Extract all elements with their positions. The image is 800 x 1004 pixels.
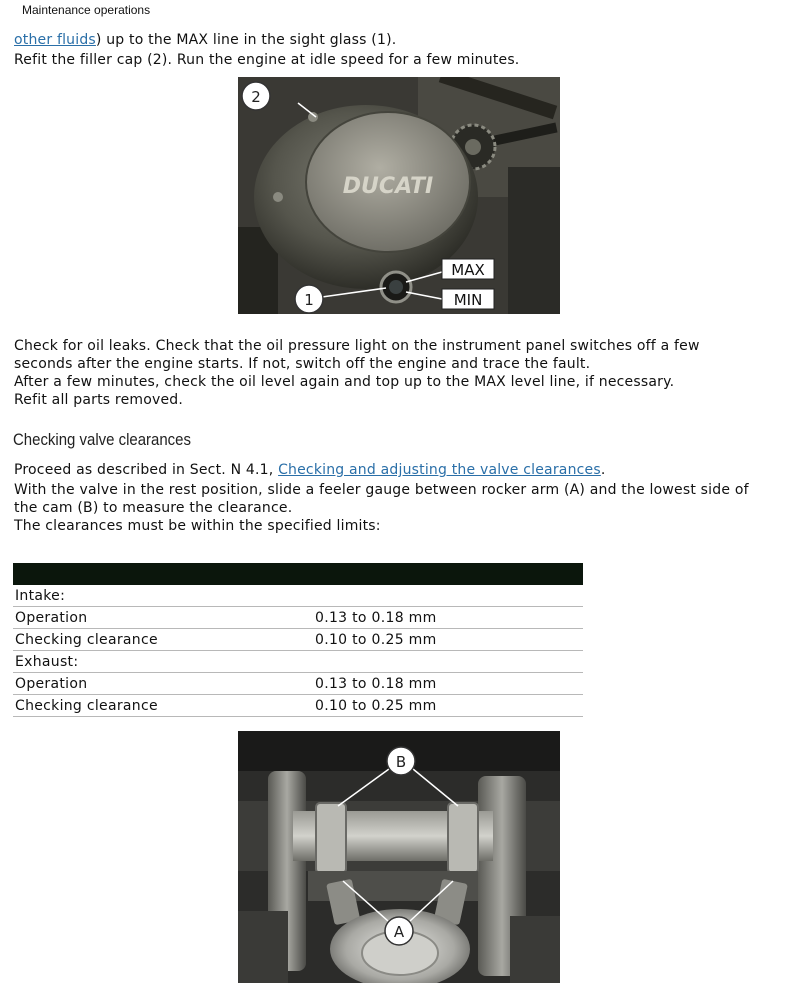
intro-line-1-text: ) up to the MAX line in the sight glass (1).	[95, 32, 397, 48]
row-value: 0.13 to 0.18 mm	[315, 607, 583, 629]
check-line-1: Check for oil leaks. Check that the oil pressure light on the instrument panel switches off a few	[14, 338, 700, 354]
section-title: Checking valve clearances	[13, 430, 191, 449]
row-value: 0.10 to 0.25 mm	[315, 629, 583, 651]
row-label: Operation	[13, 673, 315, 695]
engine-cover-illustration	[238, 77, 560, 314]
row-value: 0.13 to 0.18 mm	[315, 673, 583, 695]
row-label: Intake:	[13, 585, 315, 607]
table-row	[13, 673, 583, 695]
intro-line-1	[14, 31, 396, 49]
row-value: 0.10 to 0.25 mm	[315, 695, 583, 717]
svg-text:MIN: MIN	[453, 291, 483, 309]
row-label: Operation	[13, 607, 315, 629]
valve-line-1-pre: Proceed as described in Sect. N 4.1,	[14, 462, 279, 478]
camshaft-illustration	[238, 731, 560, 983]
svg-text:2: 2	[251, 88, 261, 106]
table-row	[13, 607, 583, 629]
svg-text:1: 1	[304, 291, 314, 309]
row-label: Checking clearance	[13, 629, 315, 651]
callout-2	[242, 82, 270, 110]
section-header: Maintenance operations	[22, 3, 151, 17]
camshaft-photo	[238, 731, 560, 983]
row-value	[315, 585, 583, 607]
row-value	[315, 651, 583, 673]
table-row	[13, 651, 583, 673]
valve-line-1	[14, 461, 606, 479]
callout-1	[295, 285, 323, 313]
valve-clearance-link[interactable]: Checking and adjusting the valve clearances	[278, 462, 601, 478]
ducati-logo: DUCATI	[342, 174, 434, 199]
min-label	[442, 289, 494, 309]
table-row	[13, 629, 583, 651]
row-label: Exhaust:	[13, 651, 315, 673]
valve-line-1-post: .	[600, 462, 606, 478]
table-row	[13, 695, 583, 717]
valve-line-3: the cam (B) to measure the clearance.	[14, 500, 293, 516]
max-label	[442, 259, 494, 279]
valve-line-4: The clearances must be within the specified limits:	[14, 518, 381, 534]
table-row	[13, 585, 583, 607]
table-header-row	[13, 563, 583, 585]
check-line-2: seconds after the engine starts. If not, switch off the engine and trace the fault.	[14, 356, 591, 372]
valve-clearance-table	[13, 563, 583, 717]
engine-cover-photo	[238, 77, 560, 314]
other-fluids-link[interactable]: other fluids	[14, 32, 96, 48]
svg-text:MAX: MAX	[451, 261, 485, 279]
intro-line-2: Refit the filler cap (2). Run the engine at idle speed for a few minutes.	[14, 52, 520, 68]
valve-line-2: With the valve in the rest position, slide a feeler gauge between rocker arm (A) and the lowest side of	[14, 482, 749, 498]
callout-b	[387, 747, 415, 775]
check-line-3: After a few minutes, check the oil level again and top up to the MAX level line, if necessary.	[14, 374, 675, 390]
svg-text:A: A	[393, 923, 405, 941]
callout-a	[385, 917, 413, 945]
row-label: Checking clearance	[13, 695, 315, 717]
svg-text:B: B	[395, 753, 407, 771]
check-line-4: Refit all parts removed.	[14, 392, 184, 408]
